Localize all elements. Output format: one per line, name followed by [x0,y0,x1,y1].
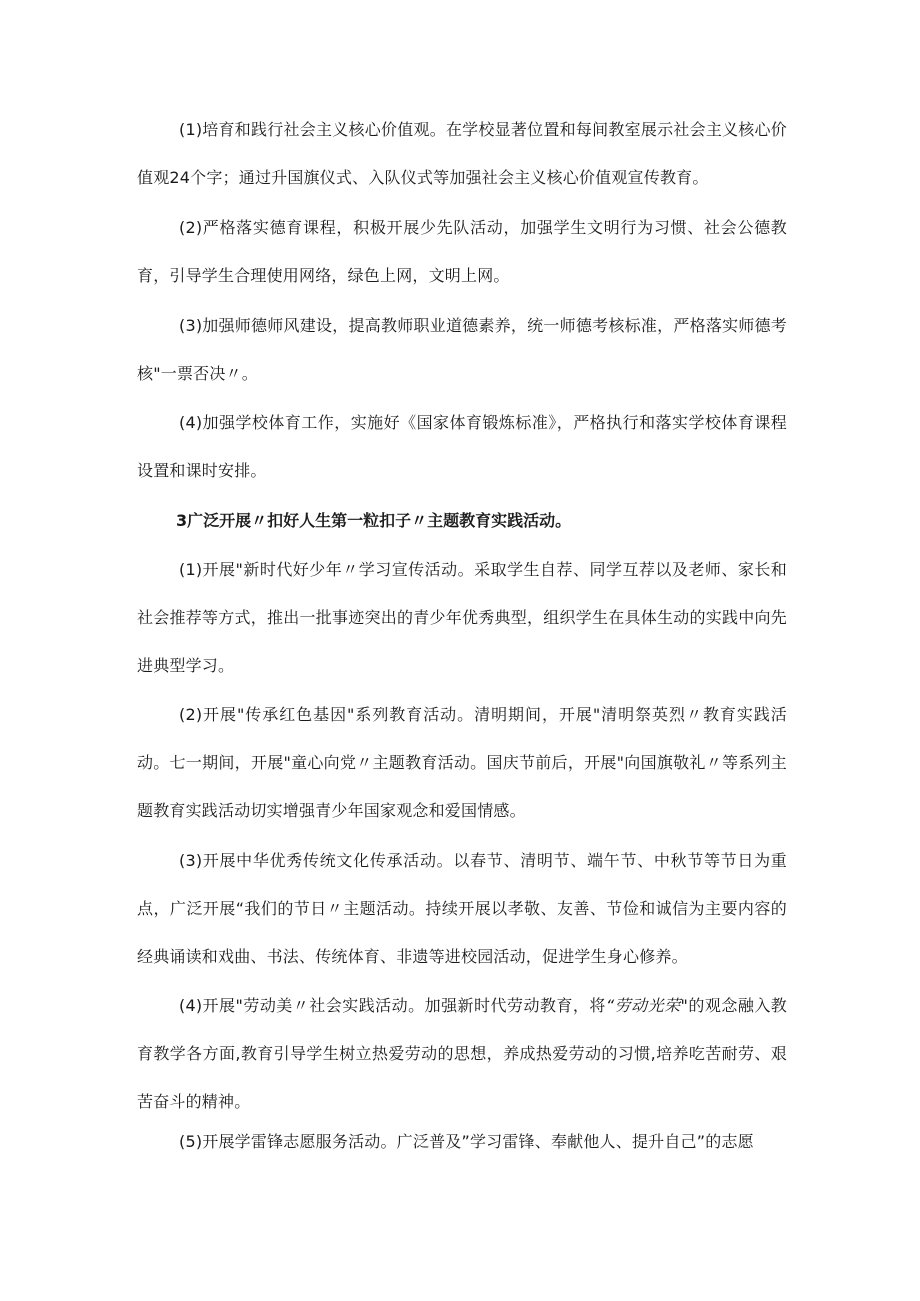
paragraph-moral-education: (2)严格落实德育课程，积极开展少先队活动，加强学生文明行为习惯、社会公德教育，引导学生合理使用网络，绿色上网，文明上网。 [137,218,787,285]
paragraph-red-gene: (2)开展"传承红色基因"系列教育活动。清明期间，开展"清明祭英烈〃教育实践活动。七一期间，开展"童心向党〃主题教育活动。国庆节前后，开展"向国旗敬礼〃等系列主题教育实践活动切实增强青少年国家观念和爱国情感。 [137,705,787,820]
section-heading: 3广泛开展〃扣好人生第一粒扣子〃主题教育实践活动。 [176,511,572,530]
paragraph-teacher-ethics: (3)加强师德师风建设，提高教师职业道德素养，统一师德考核标准，严格落实师德考核"一票否决〃。 [137,316,787,383]
labor-italic-quote: “劳动光荣" [605,996,689,1015]
labor-text-after: 的观念融入教育教学各方面,教育引导学生树立热爱劳动的思想，养成热爱劳动的习惯,培养吃苦耐劳、艰苦奋斗的精神。 [137,996,787,1111]
paragraph-school-sports: (4)加强学校体育工作，实施好《国家体育锻炼标准》，严格执行和落实学校体育课程设置和课时安排。 [137,413,787,480]
paragraph-core-values: (1)培育和践行社会主义核心价值观。在学校显著位置和每间教室展示社会主义核心价值观24个字；通过升国旗仪式、入队仪式等加强社会主义核心价值观宣传教育。 [137,120,787,187]
labor-text-before: (4)开展"劳动美〃社会实践活动。加强新时代劳动教育，将 [179,996,606,1015]
paragraph-labor-education [137,982,787,1126]
paragraph-good-youth: (1)开展"新时代好少年〃学习宣传活动。采取学生自荐、同学互荐以及老师、家长和社会推荐等方式，推出一批事迹突出的青少年优秀典型，组织学生在具体生动的实践中向先进典型学习。 [137,560,787,675]
paragraph-lei-feng-volunteer: (5)开展学雷锋志愿服务活动。广泛普及”学习雷锋、奉献他人、提升自己”的志愿 [179,1132,754,1151]
paragraph-traditional-culture: (3)开展中华优秀传统文化传承活动。以春节、清明节、端午节、中秋节等节日为重点，广泛开展“我们的节日〃主题活动。持续开展以孝敬、友善、节俭和诚信为主要内容的经典诵读和戏曲、书法、传统体育、非遗等进校园活动，促进学生身心修养。 [137,851,787,966]
